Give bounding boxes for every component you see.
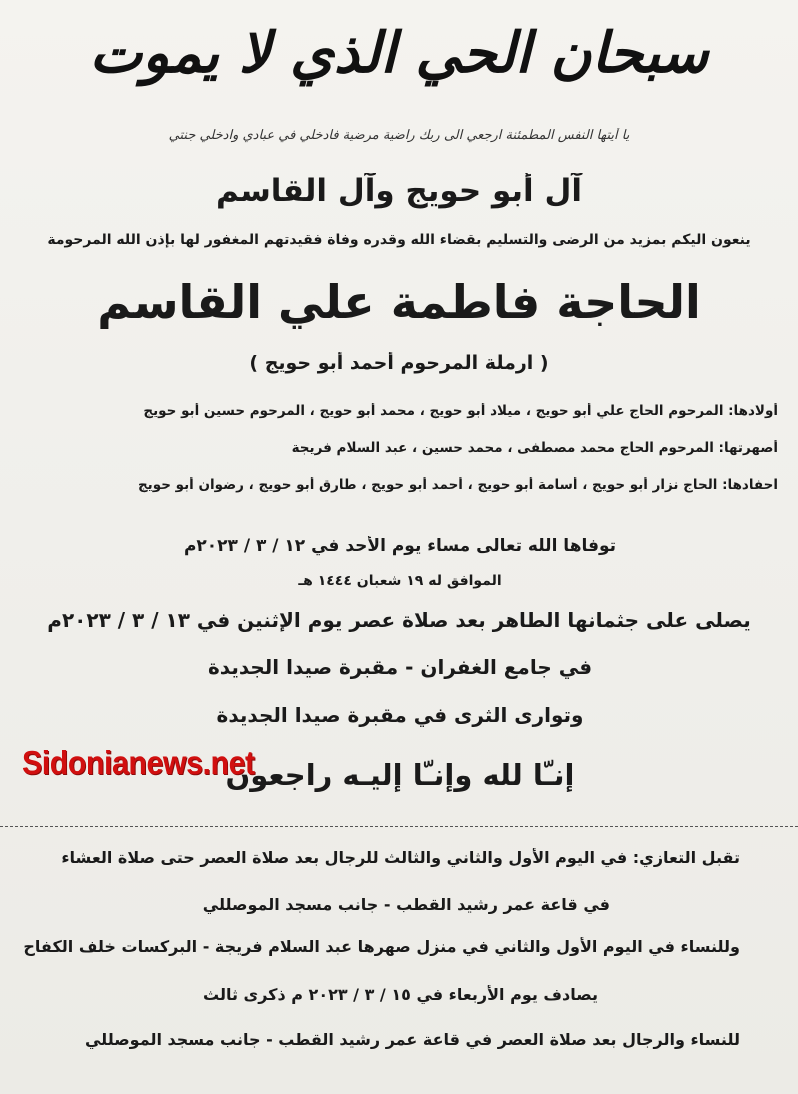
relatives-sons: أولادها: المرحوم الحاج علي أبو حويج ، ميلاد أبو حويج ، محمد أبو حويج ، المرحوم حسين أبو حويج <box>143 403 778 419</box>
funeral-mosque: في جامع الغفران - مقبرة صيدا الجديدة <box>207 655 593 679</box>
death-date: توفاها الله تعالى مساء يوم الأحد في ١٢ / ٣ / ٢٠٢٣م <box>183 536 617 556</box>
section-divider <box>0 826 798 827</box>
quran-phrase: إنـّا لله وإنـّا إليـه راجعون <box>225 758 575 792</box>
condolences-line-5: للنساء والرجال بعد صلاة العصر في قاعة عمر رشيد القطب - جانب مسجد الموصللي <box>84 1030 740 1049</box>
hijri-date: الموافق له ١٩ شعبان ١٤٤٤ هـ <box>298 573 502 589</box>
condolences-line-4: يصادف يوم الأربعاء في ١٥ / ٣ / ٢٠٢٣ م ذكرى ثالث <box>203 985 598 1004</box>
burial-place: وتوارى الثرى في مقبرة صيدا الجديدة <box>216 703 584 727</box>
header-calligraphy: سبحان الحي الذي لا يموت <box>89 20 709 86</box>
deceased-name: الحاجة فاطمة علي القاسم <box>97 275 701 329</box>
relatives-sons-in-law: أصهرتها: المرحوم الحاج محمد مصطفى ، محمد حسين ، عبد السلام فريجة <box>291 440 778 456</box>
funeral-prayer: يصلى على جثمانها الطاهر بعد صلاة عصر يوم الإثنين في ١٣ / ٣ / ٢٠٢٣م <box>47 608 751 632</box>
condolences-line-3: وللنساء في اليوم الأول والثاني في منزل صهرها عبد السلام فريجة - البركسات خلف الكفاح <box>23 937 740 956</box>
condolences-line-2: في قاعة عمر رشيد القطب - جانب مسجد الموصللي <box>202 895 610 914</box>
family-name: آل أبو حويج وآل القاسم <box>216 173 582 209</box>
condolences-line-1: تقبل التعازي: في اليوم الأول والثاني والثالث للرجال بعد صلاة العصر حتى صلاة العشاء <box>61 848 740 867</box>
widow-of: ( ارملة المرحوم أحمد أبو حويج ) <box>249 352 549 374</box>
relatives-grandchildren: احفادها: الحاج نزار أبو حويج ، أسامة أبو حويج ، أحمد أبو حويج ، طارق أبو حويج ، رضوان أبو حويج <box>137 477 778 493</box>
watermark-logo: Sidonianews.net <box>22 744 255 781</box>
announcement-text: ينعون اليكم بمزيد من الرضى والتسليم بقضاء الله وقدره وفاة فقيدتهم المغفور لها بإذن الله المرحومة <box>47 232 751 248</box>
quran-verse: يا أيتها النفس المطمئنة ارجعي الى ربك راضية مرضية فادخلي في عبادي وادخلي جنتي <box>168 128 630 143</box>
